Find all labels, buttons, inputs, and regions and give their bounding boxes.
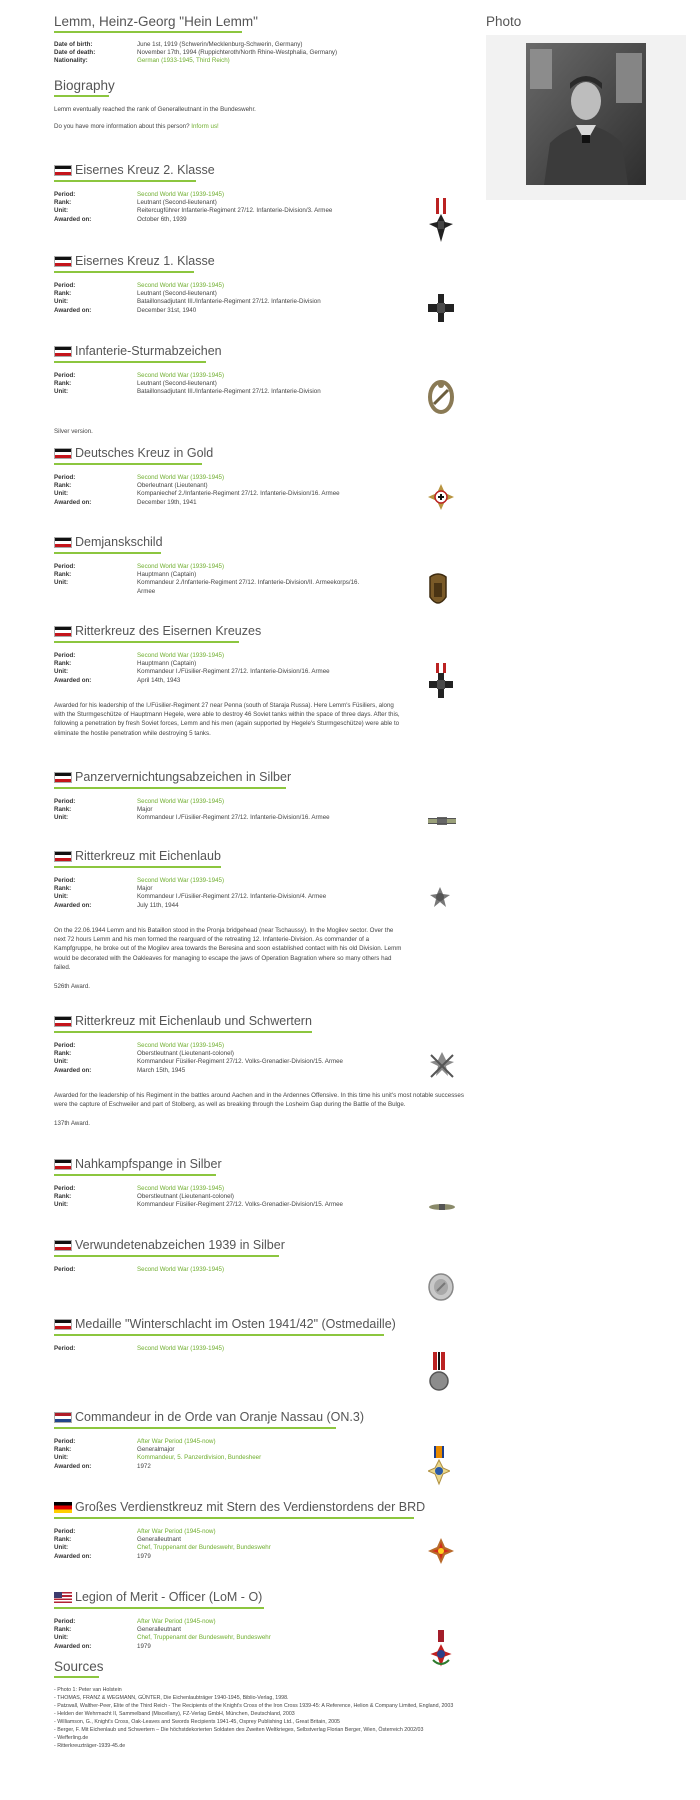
award-title[interactable]: Deutsches Kreuz in Gold bbox=[75, 446, 214, 460]
detail-value: Generalleutnant bbox=[137, 1626, 182, 1634]
reich-flag-icon bbox=[54, 851, 72, 862]
detail-row bbox=[54, 1438, 469, 1446]
award-underline bbox=[54, 787, 286, 789]
detail-value: 1972 bbox=[137, 1462, 151, 1470]
detail-label: Unit: bbox=[54, 814, 69, 822]
detail-label: Rank: bbox=[54, 380, 72, 388]
detail-row bbox=[54, 1536, 469, 1544]
source-item: - THOMAS, FRANZ & WEGMANN, GÜNTER, Die Eichenlaubträger 1940-1945, Biblio-Verlag, 1998. bbox=[54, 1695, 289, 1701]
source-item: - Williamson, G., Knight's Cross, Oak-Leaves and Swords Recipients 1941-45, Osprey Publishing Ltd., Great Britain, 2005 bbox=[54, 1719, 340, 1725]
award-underline bbox=[54, 1255, 279, 1257]
award-underline bbox=[54, 1427, 336, 1429]
detail-value: Kommandeur I./Füsilier-Regiment 27/12. Infanterie-Division/16. Armee bbox=[137, 814, 330, 822]
detail-label: Period: bbox=[54, 191, 76, 198]
award-section bbox=[54, 1410, 469, 1471]
award-details bbox=[54, 1042, 469, 1075]
award-underline bbox=[54, 641, 239, 643]
detail-row bbox=[54, 482, 469, 490]
swords-medal[interactable] bbox=[428, 1050, 456, 1085]
detail-label: Awarded on: bbox=[54, 306, 92, 314]
award-section bbox=[54, 1317, 469, 1353]
person-facts bbox=[54, 41, 469, 66]
sources-list bbox=[54, 1686, 469, 1750]
detail-label: Period: bbox=[54, 372, 76, 379]
award-section bbox=[54, 849, 469, 992]
award-header bbox=[54, 1157, 469, 1171]
biography-underline bbox=[54, 95, 109, 97]
detail-row bbox=[54, 1058, 469, 1066]
fact-row bbox=[54, 57, 469, 65]
detail-value: Hauptmann (Captain) bbox=[137, 571, 197, 579]
detail-value[interactable]: Second World War (1939-1945) bbox=[137, 652, 225, 659]
sources-section bbox=[54, 1655, 469, 1750]
award-title[interactable]: Legion of Merit - Officer (LoM - O) bbox=[75, 1590, 263, 1604]
award-title[interactable]: Ritterkreuz mit Eichenlaub und Schwertern bbox=[75, 1014, 312, 1028]
us-flag-icon bbox=[54, 1592, 72, 1603]
fact-value[interactable]: German (1933-1945, Third Reich) bbox=[137, 57, 230, 65]
detail-label: Period: bbox=[54, 282, 76, 289]
detail-value: Leutnant (Second-lieutenant) bbox=[137, 380, 217, 388]
detail-label: Unit: bbox=[54, 893, 69, 901]
reich-flag-icon bbox=[54, 1240, 72, 1251]
detail-value[interactable]: Second World War (1939-1945) bbox=[137, 282, 225, 289]
detail-label: Rank: bbox=[54, 1626, 72, 1634]
award-underline bbox=[54, 1607, 264, 1609]
reich-flag-icon bbox=[54, 1159, 72, 1170]
detail-row bbox=[54, 499, 469, 507]
detail-label: Period: bbox=[54, 474, 76, 481]
detail-label: Awarded on: bbox=[54, 901, 92, 909]
detail-label: Period: bbox=[54, 1618, 76, 1625]
award-title[interactable]: Eisernes Kreuz 1. Klasse bbox=[75, 254, 215, 268]
detail-label: Rank: bbox=[54, 571, 72, 579]
award-details bbox=[54, 1528, 469, 1561]
detail-label: Rank: bbox=[54, 1536, 72, 1544]
detail-row bbox=[54, 563, 469, 571]
award-title[interactable]: Commandeur in de Orde van Oranje Nassau (ON.3) bbox=[75, 1410, 365, 1424]
detail-label: Period: bbox=[54, 1185, 76, 1192]
award-details bbox=[54, 474, 469, 507]
award-title[interactable]: Ritterkreuz des Eisernen Kreuzes bbox=[75, 624, 262, 638]
detail-value[interactable]: Second World War (1939-1945) bbox=[137, 474, 225, 481]
award-header bbox=[54, 446, 469, 460]
detail-value[interactable]: After War Period (1945-now) bbox=[137, 1438, 216, 1445]
german-cross-medal[interactable] bbox=[428, 484, 454, 515]
award-title[interactable]: Ritterkreuz mit Eichenlaub bbox=[75, 849, 221, 863]
detail-label: Awarded on: bbox=[54, 1066, 92, 1074]
detail-row bbox=[54, 307, 469, 315]
award-count: 526th Award. bbox=[54, 983, 91, 991]
detail-row bbox=[54, 1067, 469, 1075]
detail-row bbox=[54, 1042, 469, 1050]
award-header bbox=[54, 624, 469, 638]
detail-value: Kommandeur Füsilier-Regiment 27/12. Volks-Grenadier-Division/15. Armee bbox=[137, 1058, 343, 1066]
detail-row bbox=[54, 1446, 469, 1454]
detail-row bbox=[54, 806, 469, 814]
detail-row bbox=[54, 579, 469, 595]
detail-row bbox=[54, 490, 469, 498]
detail-label: Unit: bbox=[54, 668, 69, 676]
detail-row bbox=[54, 877, 469, 885]
detail-label: Period: bbox=[54, 877, 76, 884]
award-details bbox=[54, 372, 469, 397]
award-details bbox=[54, 1438, 469, 1471]
detail-label: Unit: bbox=[54, 298, 69, 306]
detail-row bbox=[54, 668, 469, 676]
award-header bbox=[54, 1590, 469, 1604]
award-title[interactable]: Panzervernichtungsabzeichen in Silber bbox=[75, 770, 292, 784]
tank-destruction-badge[interactable] bbox=[428, 813, 456, 831]
detail-row bbox=[54, 282, 469, 290]
detail-row bbox=[54, 474, 469, 482]
iron-cross-ribbon-medal[interactable] bbox=[428, 198, 454, 249]
detail-value[interactable]: Second World War (1939-1945) bbox=[137, 1266, 225, 1273]
award-underline bbox=[54, 1031, 312, 1033]
award-section bbox=[54, 1157, 469, 1210]
detail-value[interactable]: Second World War (1939-1945) bbox=[137, 563, 225, 570]
knights-cross-medal[interactable] bbox=[428, 663, 454, 704]
reich-flag-icon bbox=[54, 448, 72, 459]
detail-row bbox=[54, 571, 469, 579]
award-title[interactable]: Demjanskschild bbox=[75, 535, 163, 549]
award-section bbox=[54, 624, 469, 738]
detail-row bbox=[54, 1643, 469, 1651]
detail-value[interactable]: Chef, Truppenamt der Bundeswehr, Bundeswehr bbox=[137, 1544, 271, 1552]
source-item: - Helden der Wehrmacht II, Sammelband (Miscellany), FZ-Verlag GmbH, München, Deutschland, 2003 bbox=[54, 1711, 295, 1717]
award-title[interactable]: Eisernes Kreuz 2. Klasse bbox=[75, 163, 215, 177]
source-item: - Ritterkreuzträger-1939-45.de bbox=[54, 1743, 126, 1749]
detail-label: Unit: bbox=[54, 490, 69, 498]
more-info-text: Do you have more information about this person? bbox=[54, 122, 190, 130]
award-count: 137th Award. bbox=[54, 1120, 91, 1128]
award-section bbox=[54, 446, 469, 507]
main-column bbox=[54, 10, 469, 131]
award-note: Silver version. bbox=[54, 427, 93, 435]
detail-value: April 14th, 1943 bbox=[137, 676, 181, 684]
dutch-flag-icon bbox=[54, 1412, 72, 1423]
detail-row bbox=[54, 893, 469, 901]
award-section bbox=[54, 1500, 469, 1561]
detail-value: December 19th, 1941 bbox=[137, 498, 197, 506]
detail-label: Unit: bbox=[54, 207, 69, 215]
detail-row bbox=[54, 191, 469, 199]
detail-value[interactable]: Second World War (1939-1945) bbox=[137, 191, 225, 198]
reich-flag-icon bbox=[54, 1016, 72, 1027]
detail-label: Awarded on: bbox=[54, 676, 92, 684]
detail-label: Unit: bbox=[54, 579, 69, 587]
detail-label: Unit: bbox=[54, 1634, 69, 1642]
detail-value: Kommandeur I./Füsilier-Regiment 27/12. Infanterie-Division/4. Armee bbox=[137, 893, 327, 901]
detail-row bbox=[54, 1553, 469, 1561]
detail-value: October 6th, 1939 bbox=[137, 215, 187, 223]
detail-row bbox=[54, 1618, 469, 1626]
detail-label: Unit: bbox=[54, 388, 69, 396]
award-section bbox=[54, 1014, 469, 1129]
sources-underline bbox=[54, 1676, 99, 1678]
fact-value: June 1st, 1919 (Schwerin/Mecklenburg-Schwerin, Germany) bbox=[137, 41, 303, 48]
source-item: - Photo 1: Peter van Holstein bbox=[54, 1687, 122, 1693]
fact-value: November 17th, 1994 (Ruppichteroth/North Rhine-Westphalia, Germany) bbox=[137, 49, 338, 57]
award-header bbox=[54, 1500, 469, 1514]
award-header bbox=[54, 1014, 469, 1028]
iron-cross-medal[interactable] bbox=[428, 294, 454, 327]
detail-row bbox=[54, 207, 469, 215]
detail-value: Kommandeur I./Füsilier-Regiment 27/12. Infanterie-Division/16. Armee bbox=[137, 668, 330, 676]
detail-value: Oberstleutnant (Lieutenant-colonel) bbox=[137, 1050, 234, 1058]
detail-value: Oberleutnant (Lieutenant) bbox=[137, 482, 208, 490]
detail-row bbox=[54, 902, 469, 910]
detail-value: Reitercugführer Infanterie-Regiment 27/12. Infanterie-Division/3. Armee bbox=[137, 207, 333, 215]
detail-label: Rank: bbox=[54, 1193, 72, 1201]
award-underline bbox=[54, 271, 194, 273]
detail-value: Major bbox=[137, 885, 153, 893]
reich-flag-icon bbox=[54, 626, 72, 637]
detail-row bbox=[54, 1454, 469, 1462]
detail-label: Unit: bbox=[54, 1201, 69, 1209]
fact-label: Date of death: bbox=[54, 49, 96, 57]
eastern-front-medal[interactable] bbox=[428, 1352, 450, 1397]
award-section bbox=[54, 770, 469, 823]
detail-value: 1979 bbox=[137, 1642, 151, 1650]
award-title[interactable]: Medaille "Winterschlacht im Osten 1941/42" (Ostmedaille) bbox=[75, 1317, 396, 1331]
detail-row bbox=[54, 660, 469, 668]
fact-label: Nationality: bbox=[54, 57, 88, 65]
photo-heading: Photo bbox=[486, 14, 522, 29]
detail-value: Generalmajor bbox=[137, 1446, 175, 1454]
detail-value: Leutnant (Second-lieutenant) bbox=[137, 290, 217, 298]
biography-text: Lemm eventually reached the rank of Generalleutnant in the Bundeswehr. bbox=[54, 105, 256, 113]
award-details bbox=[54, 798, 469, 823]
detail-value: Bataillonsadjutant III./Infanterie-Regiment 27/12. Infanterie-Division bbox=[137, 298, 321, 306]
award-header bbox=[54, 535, 469, 549]
detail-row bbox=[54, 1185, 469, 1193]
award-header bbox=[54, 1410, 469, 1424]
reich-flag-icon bbox=[54, 1319, 72, 1330]
award-underline bbox=[54, 1334, 384, 1336]
award-underline bbox=[54, 552, 161, 554]
detail-value[interactable]: Second World War (1939-1945) bbox=[137, 1042, 225, 1049]
biography-heading: Biography bbox=[54, 77, 115, 93]
award-underline bbox=[54, 1174, 216, 1176]
detail-label: Rank: bbox=[54, 1446, 72, 1454]
detail-row bbox=[54, 885, 469, 893]
award-header bbox=[54, 849, 469, 863]
detail-row bbox=[54, 1626, 469, 1634]
source-item: - Berger, F. Mit Eichenlaub und Schwertern – Die höchstdekorierten Soldaten des Zweiten Weltkrieges, Selbstverlag Florian Berger, Wien, Österreich 2002/03 bbox=[54, 1727, 424, 1733]
detail-value[interactable]: Second World War (1939-1945) bbox=[137, 372, 225, 379]
detail-row bbox=[54, 1201, 469, 1209]
detail-label: Period: bbox=[54, 1042, 76, 1049]
award-header bbox=[54, 1317, 469, 1331]
detail-row bbox=[54, 1528, 469, 1536]
sources-heading: Sources bbox=[54, 1659, 104, 1674]
detail-label: Period: bbox=[54, 563, 76, 570]
detail-value: July 11th, 1944 bbox=[137, 901, 179, 909]
detail-value[interactable]: Second World War (1939-1945) bbox=[137, 798, 225, 805]
detail-label: Period: bbox=[54, 798, 76, 805]
award-details bbox=[54, 191, 469, 224]
detail-value: December 31st, 1940 bbox=[137, 306, 197, 314]
detail-label: Rank: bbox=[54, 806, 72, 814]
wound-badge[interactable] bbox=[428, 1273, 454, 1306]
detail-value: Kommandeur 2./Infanterie-Regiment 27/12. Infanterie-Division/II. Armeekorps/16. Armee bbox=[137, 579, 360, 595]
award-title[interactable]: Infanterie-Sturmabzeichen bbox=[75, 344, 222, 358]
detail-value: Oberstleutnant (Lieutenant-colonel) bbox=[137, 1193, 234, 1201]
award-details bbox=[54, 1185, 469, 1210]
detail-value[interactable]: After War Period (1945-now) bbox=[137, 1618, 216, 1625]
detail-row bbox=[54, 1266, 469, 1274]
source-item: - Patzwall, Walther-Peer, Elite of the Third Reich - The Recipients of the Knight's Cross of the Iron Cross 1939-45: A Reference, Helion & Company Limited, England, 2003 bbox=[54, 1703, 454, 1709]
detail-row bbox=[54, 372, 469, 380]
award-underline bbox=[54, 180, 196, 182]
reich-flag-icon bbox=[54, 537, 72, 548]
award-title[interactable]: Verwundetenabzeichen 1939 in Silber bbox=[75, 1238, 285, 1252]
detail-label: Rank: bbox=[54, 482, 72, 490]
detail-row bbox=[54, 1193, 469, 1201]
detail-value[interactable]: Second World War (1939-1945) bbox=[137, 1345, 225, 1352]
detail-label: Rank: bbox=[54, 199, 72, 207]
award-details bbox=[54, 282, 469, 315]
award-section bbox=[54, 1238, 469, 1274]
award-details bbox=[54, 1618, 469, 1651]
fact-label: Date of birth: bbox=[54, 41, 93, 48]
award-details bbox=[54, 563, 469, 596]
detail-value[interactable]: Chef, Truppenamt der Bundeswehr, Bundeswehr bbox=[137, 1634, 271, 1642]
award-details bbox=[54, 652, 469, 685]
award-details bbox=[54, 877, 469, 910]
detail-label: Unit: bbox=[54, 1454, 69, 1462]
detail-row bbox=[54, 290, 469, 298]
reich-flag-icon bbox=[54, 346, 72, 357]
detail-row bbox=[54, 814, 469, 822]
detail-value[interactable]: Second World War (1939-1945) bbox=[137, 877, 225, 884]
detail-label: Unit: bbox=[54, 1544, 69, 1552]
award-note: On the 22.06.1944 Lemm and his Bataillon stood in the Pronja bridgehead (near Tschaussy). In the Mogilev sector. Over the next 72 hours Lemm and his men formed the rearguard of the retreating 12. Infanterie-Division. As commander of a Kampfgruppe, he broke out of the Mogilev area towards the Beresina and soon established contact with his old Division. Lemm would be decorated with the Oakleaves for managing to escape the jaws of Operation Bagration where so many others had failed. bbox=[54, 926, 402, 971]
detail-row bbox=[54, 1345, 469, 1353]
detail-label: Awarded on: bbox=[54, 1642, 92, 1650]
detail-value: 1979 bbox=[137, 1552, 151, 1560]
detail-value: Generalleutnant bbox=[137, 1536, 182, 1544]
detail-label: Period: bbox=[54, 1345, 76, 1352]
reich-flag-icon bbox=[54, 165, 72, 176]
detail-label: Awarded on: bbox=[54, 1552, 92, 1560]
detail-value[interactable]: Kommandeur, 5. Panzerdivision, Bundesheer bbox=[137, 1454, 262, 1462]
award-details bbox=[54, 1266, 469, 1274]
source-item: - Wefferling.de bbox=[54, 1735, 89, 1741]
detail-label: Awarded on: bbox=[54, 1462, 92, 1470]
reich-flag-icon bbox=[54, 772, 72, 783]
detail-label: Rank: bbox=[54, 1050, 72, 1058]
award-header bbox=[54, 163, 469, 177]
detail-label: Awarded on: bbox=[54, 498, 92, 506]
award-note: Awarded for the leadership of his Regiment in the battles around Aachen and in the Ardennes Offensive. In this time his unit's most notable successes were the capture of Eschweiler and part of Stolberg, as well as breaking through the Losheim Gap during the Battle of the Bulge. bbox=[54, 1091, 464, 1109]
award-underline bbox=[54, 361, 206, 363]
detail-value: March 15th, 1945 bbox=[137, 1066, 186, 1074]
detail-value[interactable]: Second World War (1939-1945) bbox=[137, 1185, 225, 1192]
detail-row bbox=[54, 388, 469, 396]
reich-flag-icon bbox=[54, 256, 72, 267]
detail-value[interactable]: After War Period (1945-now) bbox=[137, 1528, 216, 1535]
photo-column bbox=[486, 10, 686, 200]
detail-row bbox=[54, 652, 469, 660]
detail-value: Hauptmann (Captain) bbox=[137, 660, 197, 668]
detail-value: Kommandeur Füsilier-Regiment 27/12. Volks-Grenadier-Division/15. Armee bbox=[137, 1201, 343, 1209]
detail-label: Rank: bbox=[54, 885, 72, 893]
person-name: Lemm, Heinz-Georg "Hein Lemm" bbox=[54, 14, 258, 29]
detail-value: Bataillonsadjutant III./Infanterie-Regiment 27/12. Infanterie-Division bbox=[137, 388, 321, 396]
award-underline bbox=[54, 1517, 414, 1519]
detail-row bbox=[54, 798, 469, 806]
detail-label: Period: bbox=[54, 1528, 76, 1535]
detail-value: Leutnant (Second-lieutenant) bbox=[137, 199, 217, 207]
award-section bbox=[54, 344, 469, 436]
award-header bbox=[54, 770, 469, 784]
detail-label: Unit: bbox=[54, 1058, 69, 1066]
detail-row bbox=[54, 1634, 469, 1642]
detail-value: Kompaniechef 2./Infanterie-Regiment 27/12. Infanterie-Division/16. Armee bbox=[137, 490, 340, 498]
award-section bbox=[54, 254, 469, 315]
detail-label: Awarded on: bbox=[54, 215, 92, 223]
award-section bbox=[54, 535, 469, 596]
demjansk-shield-medal[interactable] bbox=[428, 573, 448, 614]
detail-row bbox=[54, 1544, 469, 1552]
inform-us-link[interactable]: Inform us! bbox=[191, 122, 219, 130]
award-title[interactable]: Nahkampfspange in Silber bbox=[75, 1157, 222, 1171]
award-header bbox=[54, 344, 469, 358]
infantry-assault-badge[interactable] bbox=[428, 380, 454, 419]
fact-row bbox=[54, 41, 469, 49]
detail-label: Period: bbox=[54, 1438, 76, 1445]
detail-label: Rank: bbox=[54, 660, 72, 668]
detail-value: Major bbox=[137, 806, 153, 814]
award-details bbox=[54, 1345, 469, 1353]
award-header bbox=[54, 254, 469, 268]
detail-row bbox=[54, 1050, 469, 1058]
award-section bbox=[54, 1590, 469, 1651]
oakleaves-medal[interactable] bbox=[428, 885, 452, 914]
photo-frame bbox=[486, 35, 686, 200]
award-title[interactable]: Großes Verdienstkreuz mit Stern des Verdienstordens der BRD bbox=[75, 1500, 426, 1514]
german-flag-icon bbox=[54, 1502, 72, 1513]
detail-row bbox=[54, 216, 469, 224]
detail-label: Rank: bbox=[54, 290, 72, 298]
title-underline bbox=[54, 31, 242, 33]
award-header bbox=[54, 1238, 469, 1252]
oranje-nassau-medal[interactable] bbox=[428, 1446, 450, 1491]
close-combat-clasp[interactable] bbox=[428, 1198, 456, 1216]
detail-row bbox=[54, 677, 469, 685]
more-info-line bbox=[54, 122, 469, 131]
award-underline bbox=[54, 463, 202, 465]
detail-row bbox=[54, 199, 469, 207]
detail-row bbox=[54, 1463, 469, 1471]
detail-label: Period: bbox=[54, 652, 76, 659]
fact-row bbox=[54, 49, 469, 57]
award-underline bbox=[54, 866, 221, 868]
detail-row bbox=[54, 380, 469, 388]
award-section bbox=[54, 163, 469, 224]
award-note: Awarded for his leadership of the I./Füsilier-Regiment 27 near Penna (south of Staraja Russa). Here Lemm's Füsiliers, along with the Sturmgeschütze of Hauptmann Hegele, were able to destroy 46 Soviet tanks within the space of three days. After this, following a penetration by fresh Soviet forces, Lemm and his men (again supported by Hegele's Sturmgeschütze) were able to eliminate the hostile penetration while destroying 5 tanks. bbox=[54, 701, 400, 737]
merit-cross-medal[interactable] bbox=[428, 1538, 454, 1569]
detail-row bbox=[54, 298, 469, 306]
portrait-photo[interactable] bbox=[526, 43, 646, 185]
detail-label: Period: bbox=[54, 1266, 76, 1273]
